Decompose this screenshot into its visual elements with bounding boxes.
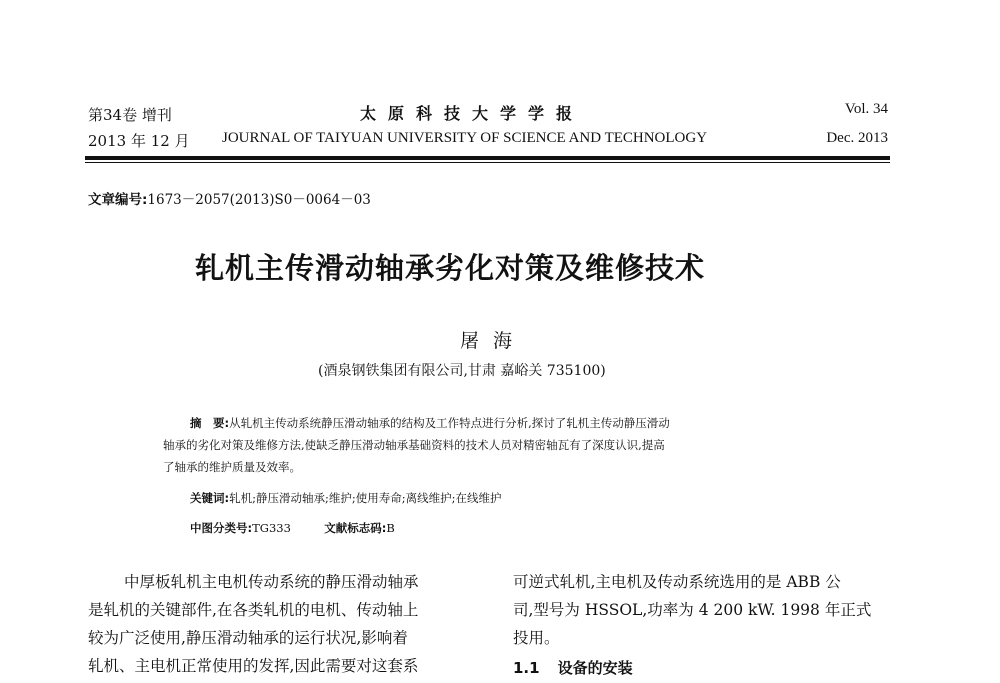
abstract-line-2: 轴承的劣化对策及维修方法,使缺乏静压滑动轴承基础资料的技术人员对精密轴瓦有了深度认识,提高	[163, 438, 665, 452]
keywords-label: 关键词:	[190, 491, 230, 505]
header-rule-thick	[85, 156, 890, 160]
doc-code-value: B	[386, 521, 395, 535]
journal-issue: 第34卷 增刊	[88, 106, 172, 124]
article-number	[88, 188, 371, 208]
header-rule-thin	[85, 162, 890, 163]
keywords-value: 轧机;静压滑动轴承;维护;使用寿命;离线维护;在线维护	[229, 491, 502, 505]
section-number: 1.1	[513, 659, 540, 677]
right-col-line-1: 可逆式轧机,主电机及传动系统选用的是 ABB 公	[513, 573, 841, 591]
left-col-line-3: 较为广泛使用,静压滑动轴承的运行状况,影响着	[88, 629, 408, 647]
paper-title: 轧机主传滑动轴承劣化对策及维修技术	[195, 251, 706, 285]
section-title: 设备的安装	[557, 659, 633, 677]
right-col-line-3: 投用。	[513, 629, 560, 647]
left-col-line-1: 中厚板轧机主电机传动系统的静压滑动轴承	[124, 573, 419, 591]
article-number-value: 1673－2057(2013)S0－0064－03	[147, 192, 371, 208]
clc-value: TG333	[252, 521, 291, 535]
author-affiliation: (酒泉钢铁集团有限公司,甘肃 嘉峪关 735100)	[318, 363, 606, 379]
left-col-line-2: 是轧机的关键部件,在各类轧机的电机、传动轴上	[88, 601, 419, 619]
keywords	[190, 490, 501, 506]
abstract-text-1: 从轧机主传动系统静压滑动轴承的结构及工作特点进行分析,探讨了轧机主传动静压滑动	[229, 416, 670, 430]
journal-title-en: JOURNAL OF TAIYUAN UNIVERSITY OF SCIENCE AND TECHNOLOGY	[222, 130, 708, 146]
abstract-label: 摘 要:	[190, 416, 230, 430]
journal-date-en: Dec. 2013	[826, 130, 888, 146]
journal-title-cn: 太原科技大学学报	[360, 104, 585, 123]
article-number-label: 文章编号:	[88, 192, 148, 208]
journal-date-cn: 2013 年 12 月	[88, 132, 190, 150]
abstract-line-1	[190, 412, 670, 434]
classification	[190, 520, 395, 536]
clc-label: 中图分类号:	[190, 521, 253, 535]
right-col-line-2: 司,型号为 HSSOL,功率为 4 200 kW. 1998 年正式	[513, 601, 872, 619]
paper-author: 屠海	[460, 330, 527, 352]
abstract-line-3: 了轴承的维护质量及效率。	[163, 460, 301, 474]
left-col-line-4: 轧机、主电机正常使用的发挥,因此需要对这套系	[88, 657, 419, 675]
doc-code-label: 文献标志码:	[324, 521, 387, 535]
journal-volume: Vol. 34	[844, 101, 888, 117]
section-heading	[513, 657, 633, 678]
